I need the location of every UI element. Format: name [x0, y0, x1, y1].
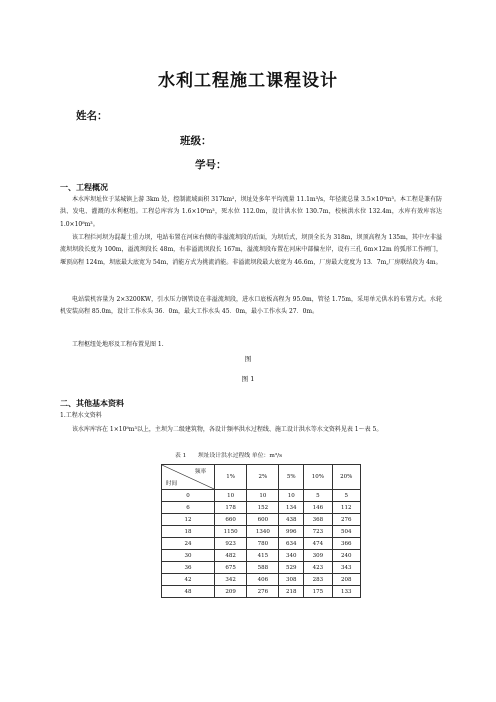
table-row: [162, 490, 361, 502]
flow-value-cell: 152: [247, 502, 279, 514]
flow-value-cell: 112: [332, 502, 360, 514]
flow-value-cell: 308: [279, 574, 304, 586]
flow-value-cell: 406: [247, 574, 279, 586]
flow-value-cell: 723: [304, 526, 332, 538]
figure-placeholder: 图: [244, 355, 252, 363]
flow-value-cell: 634: [279, 538, 304, 550]
flow-value-cell: 923: [215, 538, 247, 550]
flow-value-cell: 178: [215, 502, 247, 514]
table-row: [162, 550, 361, 562]
flow-value-cell: 996: [279, 526, 304, 538]
flow-value-cell: 218: [279, 586, 304, 598]
section1-paragraph-1: 本水库坝址位于某城镇上游 3km 处，控制流域面积 317km²，坝址处多年平均流量 11.1m³/s，年径流总量 3.5×10⁸m³。本工程是兼有防洪、发电、灌溉的水利枢纽。工程总库容为 1.6×10⁸m³，死水位 112.0m，设计洪水位 130.7m，校核洪水位 132.4m，水库有效库容达 1.0×10⁸m³。: [60, 196, 442, 228]
flow-value-cell: 366: [332, 538, 360, 550]
flow-value-cell: 660: [215, 514, 247, 526]
corner-label-frequency: 频率: [194, 469, 206, 475]
table-header-row: [162, 465, 361, 490]
flow-value-cell: 283: [304, 574, 332, 586]
table-row: [162, 586, 361, 598]
table-row: [162, 514, 361, 526]
flow-value-cell: 175: [304, 586, 332, 598]
section1-paragraph-4: 工程枢纽处地形及工程布置见图 1.: [72, 341, 164, 348]
table-body: [162, 465, 361, 598]
flow-value-cell: 342: [215, 574, 247, 586]
flow-value-cell: 1150: [215, 526, 247, 538]
section2-paragraph-1: 该水库库容在 1×10⁸m³以上，主坝为二级建筑物，各设计频率洪水过程线、施工设计洪水等水文资料见表 1～表 5。: [72, 426, 383, 433]
column-header: 1%: [215, 465, 247, 490]
flow-value-cell: 600: [247, 514, 279, 526]
flow-value-cell: 276: [332, 514, 360, 526]
flow-value-cell: 1340: [247, 526, 279, 538]
column-header: 20%: [332, 465, 360, 490]
flow-value-cell: 529: [279, 562, 304, 574]
flow-value-cell: 133: [332, 586, 360, 598]
flow-value-cell: 208: [332, 574, 360, 586]
time-cell: 6: [162, 502, 215, 514]
flow-value-cell: 209: [215, 586, 247, 598]
column-header: 2%: [247, 465, 279, 490]
flow-value-cell: 482: [215, 550, 247, 562]
flow-value-cell: 134: [279, 502, 304, 514]
time-cell: 24: [162, 538, 215, 550]
table-row: [162, 538, 361, 550]
section2-heading: 二、其他基本资料: [60, 399, 124, 408]
name-label: 姓名：: [76, 110, 108, 122]
flow-value-cell: 309: [304, 550, 332, 562]
time-cell: 0: [162, 490, 215, 502]
flow-value-cell: 146: [304, 502, 332, 514]
flow-value-cell: 10: [215, 490, 247, 502]
column-header: 5%: [279, 465, 304, 490]
flow-value-cell: 588: [247, 562, 279, 574]
flow-value-cell: 780: [247, 538, 279, 550]
flow-value-cell: 5: [304, 490, 332, 502]
flow-value-cell: 423: [304, 562, 332, 574]
figure-caption: 图 1: [241, 375, 255, 383]
section1-paragraph-3: 电站装机容量为 2×3200KW，引水压力钢管设在非溢流坝段，进水口底板高程为 95.0m，管径 1.75m，采用单元供水的布置方式。水轮机安装高程 85.0m，设计工作水头 36．0m，最大工作水头 45．0m，最小工作水头 27．0m。: [60, 296, 442, 316]
flow-value-cell: 5: [332, 490, 360, 502]
flow-value-cell: 10: [279, 490, 304, 502]
section1-paragraph-2: 该工程拦河坝为混凝土重力坝，电站布置在河床右侧的非溢流坝段的后面，为坝后式，坝顶全长为 318m，坝顶高程为 135m，其中左非溢流坝坝段长度为 100m，溢流坝段长 48m，右非溢流坝段长 167m，溢流坝段布置在河床中部偏左岸，设有三孔 6m×12m 的弧形工作闸门，堰顶高程 124m，坝底最大底宽为 54m，消能方式为挑流消能。非溢流坝段最大底宽为 46.6m，厂房最大宽度为 13．7m,厂房联结段为 4m。: [60, 234, 442, 266]
flow-value-cell: 240: [332, 550, 360, 562]
table-row: [162, 574, 361, 586]
flood-hydrograph-table: [161, 464, 361, 598]
flow-value-cell: 675: [215, 562, 247, 574]
flow-value-cell: 474: [304, 538, 332, 550]
flow-value-cell: 340: [279, 550, 304, 562]
flow-value-cell: 415: [247, 550, 279, 562]
flow-value-cell: 368: [304, 514, 332, 526]
table-row: [162, 502, 361, 514]
flow-value-cell: 504: [332, 526, 360, 538]
table-corner-cell: [162, 465, 215, 490]
class-label: 班级：: [180, 135, 212, 147]
time-cell: 36: [162, 562, 215, 574]
table1-caption: 表 1 坝址设计洪水过程线 单位：m³/s: [175, 453, 283, 459]
corner-label-time: 时间: [166, 481, 178, 487]
time-cell: 30: [162, 550, 215, 562]
table-row: [162, 526, 361, 538]
document-title: 水利工程施工课程设计: [158, 71, 338, 91]
flow-value-cell: 10: [247, 490, 279, 502]
time-cell: 42: [162, 574, 215, 586]
flow-value-cell: 276: [247, 586, 279, 598]
student-id-label: 学号：: [195, 159, 227, 171]
time-cell: 18: [162, 526, 215, 538]
flow-value-cell: 343: [332, 562, 360, 574]
section2-subheading-hydrology: 1.工程水文资料: [60, 412, 102, 419]
table-row: [162, 562, 361, 574]
column-header: 10%: [304, 465, 332, 490]
section1-heading: 一、工程概况: [60, 183, 108, 192]
time-cell: 48: [162, 586, 215, 598]
time-cell: 12: [162, 514, 215, 526]
flow-value-cell: 438: [279, 514, 304, 526]
